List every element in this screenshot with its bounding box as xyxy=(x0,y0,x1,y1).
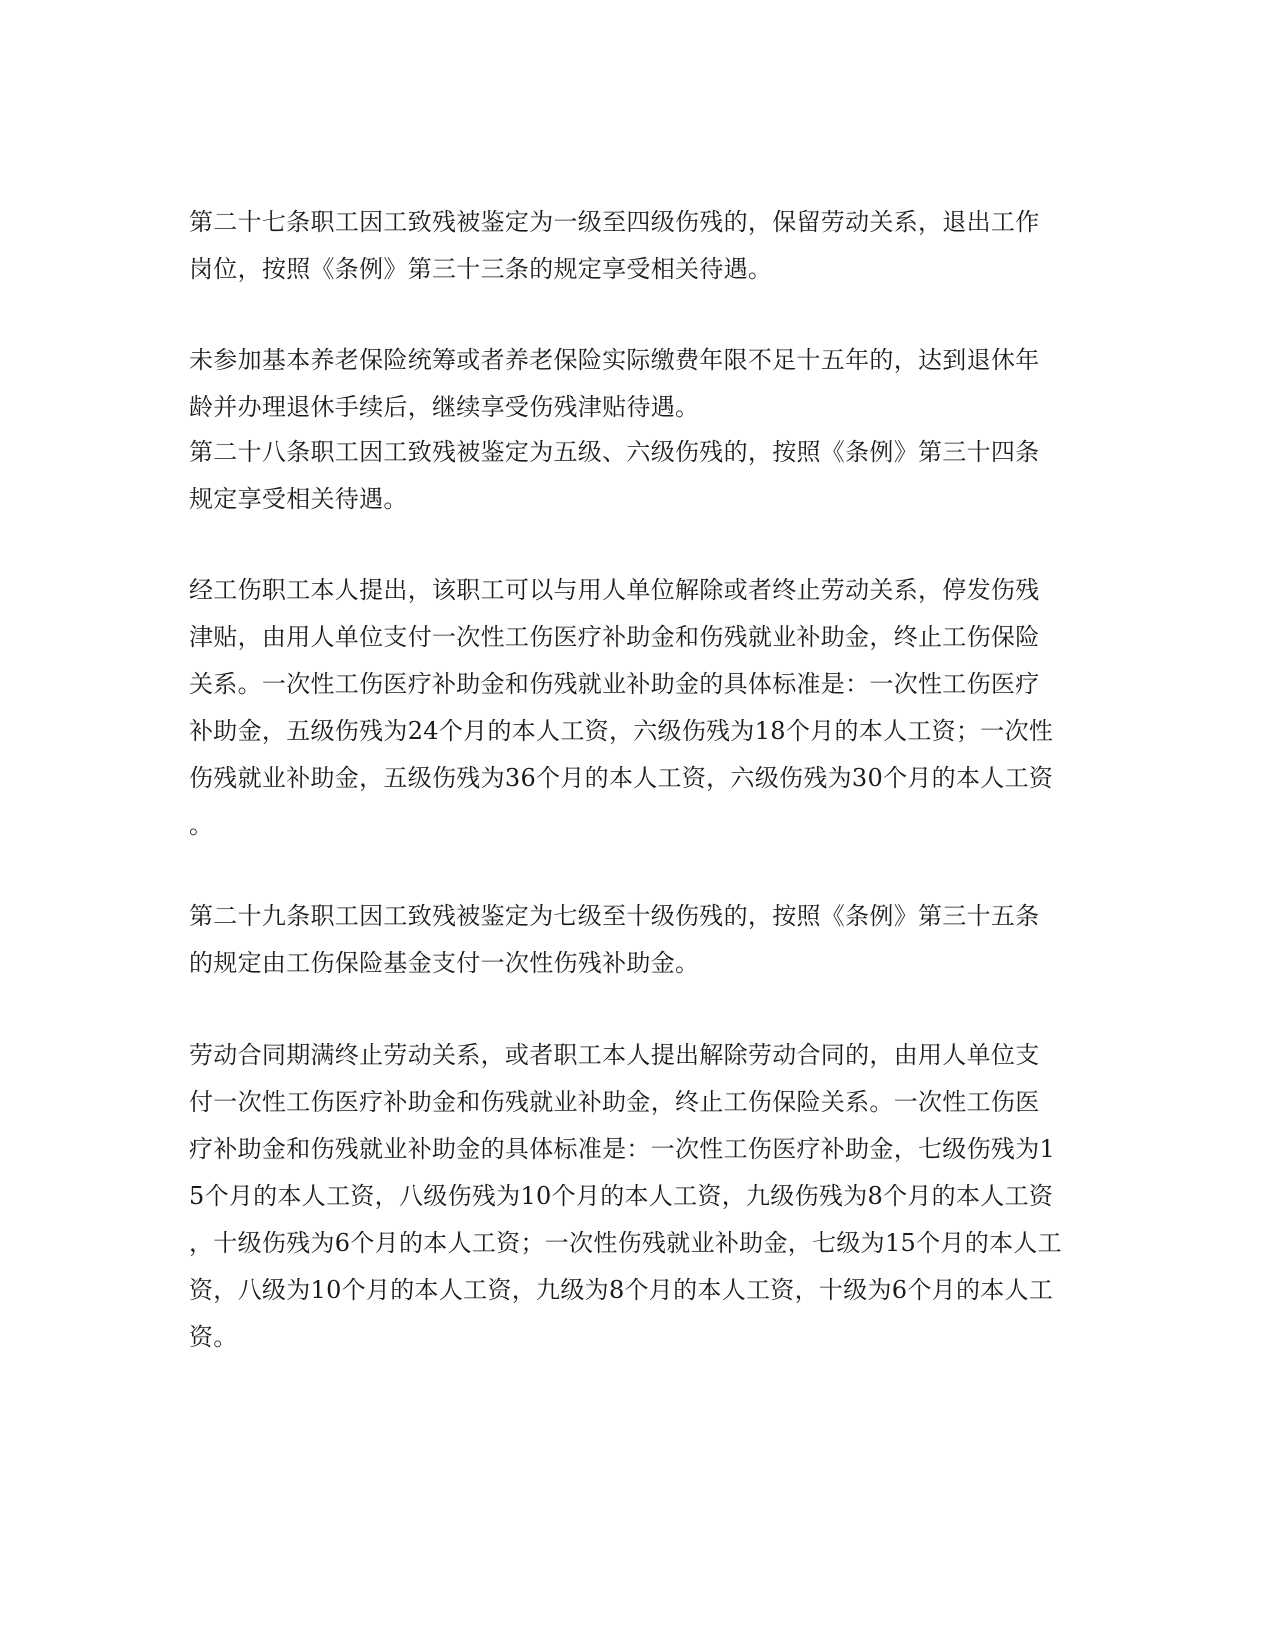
article-29-line-1: 第二十九条职工因工致残被鉴定为七级至十级伤残的，按照《条例》第三十五条 xyxy=(189,902,1040,930)
contract-expiry-line-4: 5个月的本人工资，八级伤残为10个月的本人工资，九级伤残为8个月的本人工资 xyxy=(189,1182,1054,1210)
pension-paragraph-line-2: 龄并办理退休手续后，继续享受伤残津贴待遇。 xyxy=(189,393,700,421)
contract-expiry-line-5: ，十级伤残为6个月的本人工资；一次性伤残就业补助金，七级为15个月的本人工 xyxy=(189,1229,1062,1257)
pension-paragraph-line-1: 未参加基本养老保险统筹或者养老保险实际缴费年限不足十五年的，达到退休年 xyxy=(189,346,1040,374)
termination-grade5-6-line-3: 关系。一次性工伤医疗补助金和伤残就业补助金的具体标准是：一次性工伤医疗 xyxy=(189,670,1040,698)
termination-grade5-6-line-1: 经工伤职工本人提出，该职工可以与用人单位解除或者终止劳动关系，停发伤残 xyxy=(189,576,1040,604)
termination-grade5-6-line-4: 补助金，五级伤残为24个月的本人工资，六级伤残为18个月的本人工资；一次性 xyxy=(189,717,1054,745)
termination-grade5-6-line-6: 。 xyxy=(189,811,214,839)
article-29-line-2: 的规定由工伤保险基金支付一次性伤残补助金。 xyxy=(189,949,700,977)
contract-expiry-line-2: 付一次性工伤医疗补助金和伤残就业补助金，终止工伤保险关系。一次性工伤医 xyxy=(189,1088,1040,1116)
contract-expiry-line-7: 资。 xyxy=(189,1323,238,1351)
article-28-line-1: 第二十八条职工因工致残被鉴定为五级、六级伤残的，按照《条例》第三十四条 xyxy=(189,438,1040,466)
article-27-line-2: 岗位，按照《条例》第三十三条的规定享受相关待遇。 xyxy=(189,255,773,283)
article-28-line-2: 规定享受相关待遇。 xyxy=(189,485,408,513)
contract-expiry-line-1: 劳动合同期满终止劳动关系，或者职工本人提出解除劳动合同的，由用人单位支 xyxy=(189,1041,1040,1069)
contract-expiry-line-6: 资，八级为10个月的本人工资，九级为8个月的本人工资，十级为6个月的本人工 xyxy=(189,1276,1054,1304)
termination-grade5-6-line-2: 津贴，由用人单位支付一次性工伤医疗补助金和伤残就业补助金，终止工伤保险 xyxy=(189,623,1040,651)
article-27-line-1: 第二十七条职工因工致残被鉴定为一级至四级伤残的，保留劳动关系，退出工作 xyxy=(189,208,1040,236)
contract-expiry-line-3: 疗补助金和伤残就业补助金的具体标准是：一次性工伤医疗补助金，七级伤残为1 xyxy=(189,1135,1056,1163)
termination-grade5-6-line-5: 伤残就业补助金，五级伤残为36个月的本人工资，六级伤残为30个月的本人工资 xyxy=(189,764,1054,792)
